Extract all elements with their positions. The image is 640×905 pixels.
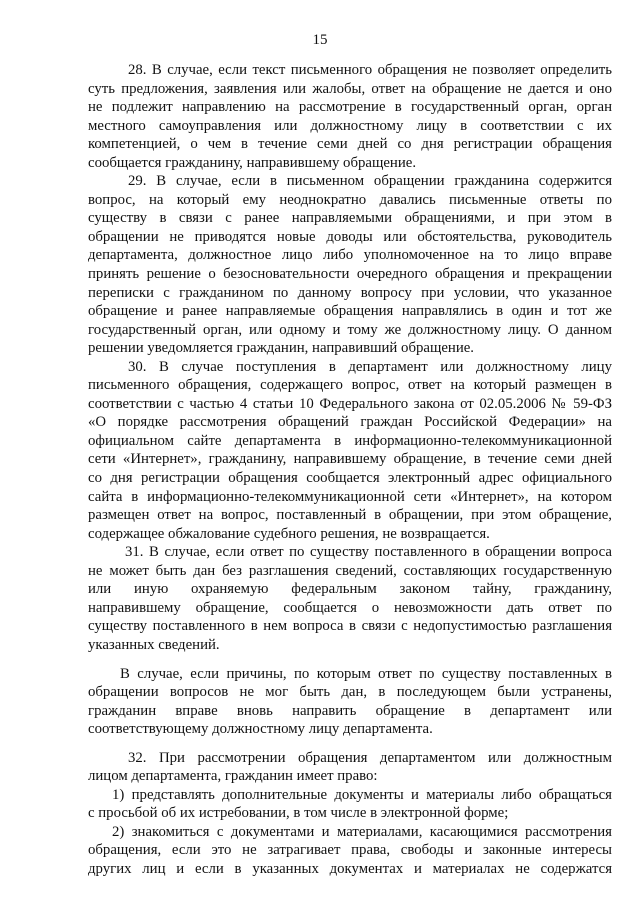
text-line: сообщается гражданину, направившему обращение. <box>88 154 417 171</box>
text-line: гражданин вправе вновь направить обращение в департамент или <box>88 702 612 719</box>
text-line: содержащее обжалование судебного решения, не возвращается. <box>88 525 490 542</box>
paragraph-p31b <box>88 665 612 739</box>
text-line: обращение и ранее направляемые обращения направлялись в один и тот же <box>88 303 612 320</box>
paragraph-p28 <box>88 61 612 172</box>
text-line: департамента, должностное лицо либо уполномоченное на то лицо вправе <box>88 247 612 264</box>
text-line: компетенцией, о чем в течение семи дней со дня регистрации обращения <box>88 136 612 153</box>
text-line: размещен ответ на вопрос, поставленный в обращении, при этом обращение, <box>88 507 612 524</box>
text-line: со дня регистрации обращения сообщается электронный адрес официального <box>88 470 612 487</box>
text-line: письменного обращения, содержащего вопрос, ответ на который размещен в <box>88 377 612 394</box>
text-line: сайта в информационно-телекоммуникационной сети «Интернет», на котором <box>88 488 612 505</box>
text-line: обращении не приводятся новые доводы или обстоятельства, руководитель <box>88 228 612 245</box>
text-line: решении уведомляется гражданин, направивший обращение. <box>88 340 475 357</box>
text-line: не может быть дан без разглашения сведений, составляющих государственную <box>88 562 612 579</box>
text-line: обращении вопросов не мог быть дан, в последующем были устранены, <box>88 684 612 701</box>
text-line: 29. В случае, если в письменном обращении гражданина содержится <box>128 173 612 190</box>
paragraph-p31 <box>88 543 612 654</box>
text-line: 30. В случае поступления в департамент или должностному лицу <box>128 358 612 375</box>
paragraph-p32-1 <box>88 786 612 823</box>
document-body <box>88 61 612 879</box>
text-line: сети «Интернет», гражданину, направившему обращение, в течение семи дней <box>88 451 612 468</box>
text-line: В случае, если причины, по которым ответ по существу поставленных в <box>120 665 612 682</box>
text-line: или иную охраняемую федеральным законом тайну, гражданину, <box>88 581 612 598</box>
text-line: суть предложения, заявления или жалобы, ответ на обращение не дается и оно <box>88 80 612 97</box>
text-line: официальном сайте департамента в информационно-телекоммуникационной <box>88 432 612 449</box>
text-line: направившему обращение, сообщается о невозможности дать ответ по <box>88 599 612 616</box>
text-line: местного самоуправления или должностному лицу в соответствии с их <box>88 117 612 134</box>
text-line: лицом департамента, гражданин имеет право: <box>88 768 378 785</box>
text-line: 2) знакомиться с документами и материалами, касающимися рассмотрения <box>112 823 612 840</box>
text-line: государственный орган, или одному и тому же должностному лицу. О данном <box>88 321 612 338</box>
text-line: принять решение о безосновательности очередного обращения и прекращении <box>88 266 612 283</box>
text-line: соответствии с частью 4 статьи 10 Федерального закона от 02.05.2006 № 59-ФЗ <box>88 395 612 412</box>
text-line: 1) представлять дополнительные документы и материалы либо обращаться <box>112 786 612 803</box>
text-line: 28. В случае, если текст письменного обращения не позволяет определить <box>128 62 612 78</box>
paragraph-p32 <box>88 749 612 786</box>
paragraph-p30 <box>88 358 612 543</box>
text-line: 32. При рассмотрении обращения департаментом или должностным <box>128 749 612 766</box>
text-line: переписки с гражданином по данному вопросу при условии, что указанное <box>88 284 612 301</box>
text-line: существу в связи с ранее направляемыми обращениями, и при этом в <box>88 210 612 227</box>
text-line: указанных сведений. <box>88 636 220 653</box>
text-line: с просьбой об их истребовании, в том числе в электронной форме; <box>88 805 509 822</box>
text-line: «О порядке рассмотрения обращений граждан Российской Федерации» на <box>88 414 612 431</box>
text-line: соответствующему должностному лицу департамента. <box>88 721 433 738</box>
page-number: 15 <box>312 32 328 48</box>
text-line: обращения, если это не затрагивает права, свободы и законные интересы <box>88 842 612 859</box>
paragraph-p29 <box>88 172 612 357</box>
text-line: других лиц и если в указанных документах и материалах не содержатся <box>88 860 612 877</box>
text-line: существу поставленного в нем вопроса в связи с недопустимостью разглашения <box>88 618 612 635</box>
text-line: 31. В случае, если ответ по существу поставленного в обращении вопроса <box>125 544 612 561</box>
text-line: не подлежит направлению на рассмотрение в государственный орган, орган <box>88 99 612 116</box>
paragraph-p32-2 <box>88 823 612 879</box>
text-line: вопрос, на который ему неоднократно давались письменные ответы по <box>88 191 612 208</box>
